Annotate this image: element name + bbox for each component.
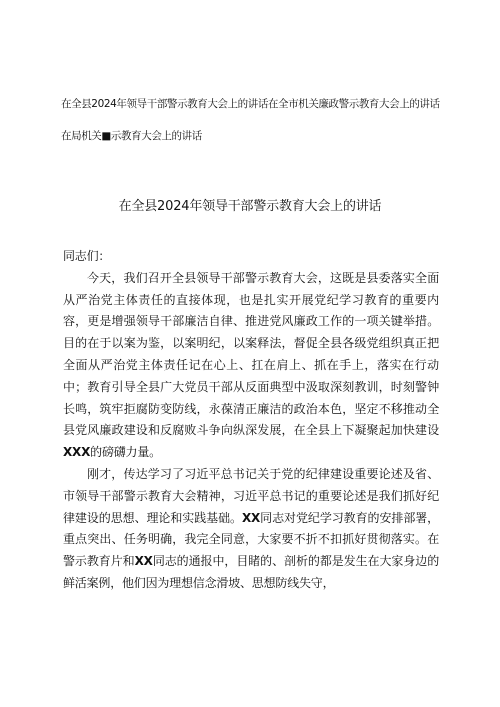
paragraph-2: 刚才，传达学习了习近平总书记关于党的纪律建设重要论述及省、市领导干部警示教育大会精神，习近平总书记的重要论述是我们抓好纪律建设的思想、理论和实践基础。XX同志对党纪学习教育的安排部署，重点突出、任务明确，我完全同意，大家要不折不扣抓好贯彻落实。在警示教育片和XX同志的通报中，目睹的、剖析的都是发生在大家身边的鲜活案例，他们因为理想信念滑坡、思想防线失守， [63, 466, 439, 590]
page-title: 在全县2024年领导干部警示教育大会上的讲话 [118, 199, 382, 214]
header-line-1: 在全县2024年领导干部警示教育大会上的讲话在全市机关廉政警示教育大会上的讲话 [61, 98, 440, 110]
placeholder-mark: XXX [63, 445, 91, 460]
header-line-2: 在局机关■示教育大会上的讲话 [61, 130, 202, 142]
placeholder-mark: XX [134, 554, 153, 569]
document-header [61, 97, 451, 143]
paragraph-1: 今天，我们召开全县领导干部警示教育大会，这既是县委落实全面从严治党主体责任的直接体现，也是扎实开展党纪学习教育的重要内容，更是增强领导干部廉洁自律、推进党风廉政工作的一项关键举措。目的在于以案为鉴，以案明纪，以案释法，督促全县各级党组织真正把全面从严治党主体责任记在心上、扛在肩上、抓在手上，落实在行动中；教育引导全县广大党员干部从反面典型中汲取深刻教训，时刻警钟长鸣，筑牢拒腐防变防线，永葆清正廉洁的政治本色，坚定不移推动全县党风廉政建设和反腐败斗争向纵深发展，在全县上下凝聚起加快建设XXX的磅礴力量。 [63, 270, 439, 460]
placeholder-mark: XX [241, 510, 261, 525]
speech-body [63, 246, 439, 595]
salutation: 同志们： [63, 249, 111, 263]
